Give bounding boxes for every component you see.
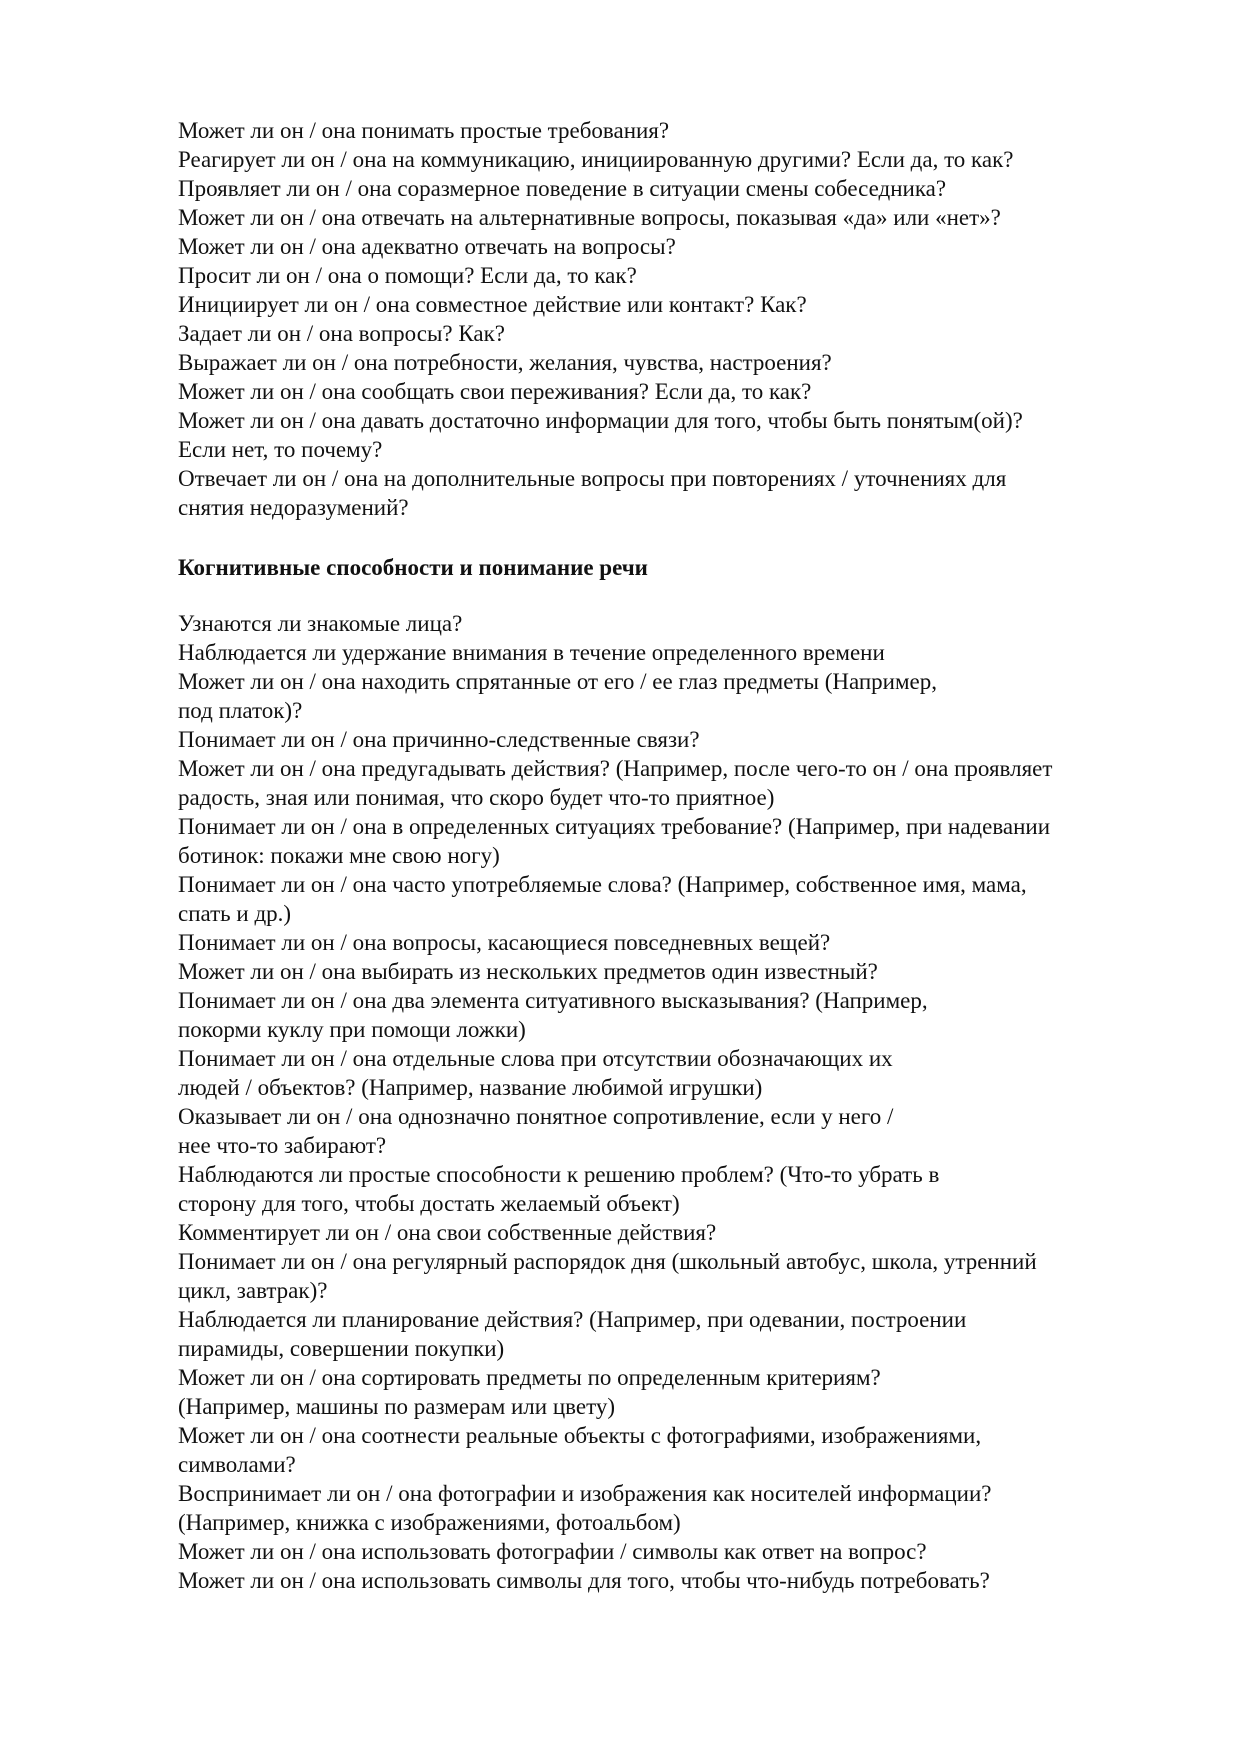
question-line: Отвечает ли он / она на дополнительные вопросы при повторениях / уточнениях для: [178, 466, 1007, 491]
question-line: Инициирует ли он / она совместное действие или контакт? Как?: [178, 292, 807, 317]
question-line: Может ли он / она находить спрятанные от его / ее глаз предметы (Например,: [178, 669, 937, 694]
document-page: [178, 116, 1158, 1595]
question-line: Выражает ли он / она потребности, желания, чувства, настроения?: [178, 350, 832, 375]
question-line: спать и др.): [178, 901, 292, 926]
question-line: (Например, машины по размерам или цвету): [178, 1394, 615, 1419]
question-line: Узнаются ли знакомые лица?: [178, 611, 463, 636]
question-line: Реагирует ли он / она на коммуникацию, инициированную другими? Если да, то как?: [178, 147, 1014, 172]
question-line: людей / объектов? (Например, название любимой игрушки): [178, 1075, 763, 1100]
section-communication: [178, 116, 1158, 522]
question-line: покорми куклу при помощи ложки): [178, 1017, 526, 1042]
question-line: Может ли он / она отвечать на альтернативные вопросы, показывая «да» или «нет»?: [178, 205, 1001, 230]
question-line: Оказывает ли он / она однозначно понятное сопротивление, если у него /: [178, 1104, 894, 1129]
question-line: сторону для того, чтобы достать желаемый объект): [178, 1191, 680, 1216]
question-line: Наблюдается ли удержание внимания в течение определенного времени: [178, 640, 885, 665]
question-line: символами?: [178, 1452, 296, 1477]
question-line: Проявляет ли он / она соразмерное поведение в ситуации смены собеседника?: [178, 176, 947, 201]
question-line: Может ли он / она использовать фотографии / символы как ответ на вопрос?: [178, 1539, 927, 1564]
question-line: Наблюдаются ли простые способности к решению проблем? (Что-то убрать в: [178, 1162, 940, 1187]
question-line: Понимает ли он / она часто употребляемые слова? (Например, собственное имя, мама,: [178, 872, 1027, 897]
question-line: ботинок: покажи мне свою ногу): [178, 843, 500, 868]
question-line: Понимает ли он / она два элемента ситуативного высказывания? (Например,: [178, 988, 928, 1013]
question-line: Понимает ли он / она в определенных ситуациях требование? (Например, при надевании: [178, 814, 1051, 839]
section-cognitive: [178, 609, 1158, 1595]
question-line: Просит ли он / она о помощи? Если да, то как?: [178, 263, 637, 288]
question-line: снятия недоразумений?: [178, 495, 409, 520]
question-line: Воспринимает ли он / она фотографии и изображения как носителей информации?: [178, 1481, 992, 1506]
question-line: пирамиды, совершении покупки): [178, 1336, 505, 1361]
question-line: Наблюдается ли планирование действия? (Например, при одевании, построении: [178, 1307, 967, 1332]
question-line: нее что-то забирают?: [178, 1133, 387, 1158]
question-line: Комментирует ли он / она свои собственные действия?: [178, 1220, 717, 1245]
question-line: Если нет, то почему?: [178, 437, 383, 462]
question-line: Понимает ли он / она вопросы, касающиеся повседневных вещей?: [178, 930, 831, 955]
question-line: Может ли он / она давать достаточно информации для того, чтобы быть понятым(ой)?: [178, 408, 1023, 433]
question-line: цикл, завтрак)?: [178, 1278, 328, 1303]
question-line: Понимает ли он / она причинно-следственные связи?: [178, 727, 700, 752]
question-line: Может ли он / она соотнести реальные объекты с фотографиями, изображениями,: [178, 1423, 982, 1448]
question-line: Понимает ли он / она отдельные слова при отсутствии обозначающих их: [178, 1046, 893, 1071]
question-line: Может ли он / она адекватно отвечать на вопросы?: [178, 234, 676, 259]
question-line: Задает ли он / она вопросы? Как?: [178, 321, 505, 346]
question-line: под платок)?: [178, 698, 303, 723]
section-heading: Когнитивные способности и понимание речи: [178, 555, 648, 580]
question-line: (Например, книжка с изображениями, фотоальбом): [178, 1510, 681, 1535]
question-line: Понимает ли он / она регулярный распорядок дня (школьный автобус, школа, утренний: [178, 1249, 1037, 1274]
question-line: Может ли он / она выбирать из нескольких предметов один известный?: [178, 959, 878, 984]
question-line: Может ли он / она использовать символы для того, чтобы что-нибудь потребовать?: [178, 1568, 990, 1593]
question-line: Может ли он / она сообщать свои переживания? Если да, то как?: [178, 379, 812, 404]
question-line: радость, зная или понимая, что скоро будет что-то приятное): [178, 785, 775, 810]
question-line: Может ли он / она понимать простые требования?: [178, 118, 670, 143]
question-line: Может ли он / она предугадывать действия? (Например, после чего-то он / она проявляет: [178, 756, 1053, 781]
question-line: Может ли он / она сортировать предметы по определенным критериям?: [178, 1365, 881, 1390]
